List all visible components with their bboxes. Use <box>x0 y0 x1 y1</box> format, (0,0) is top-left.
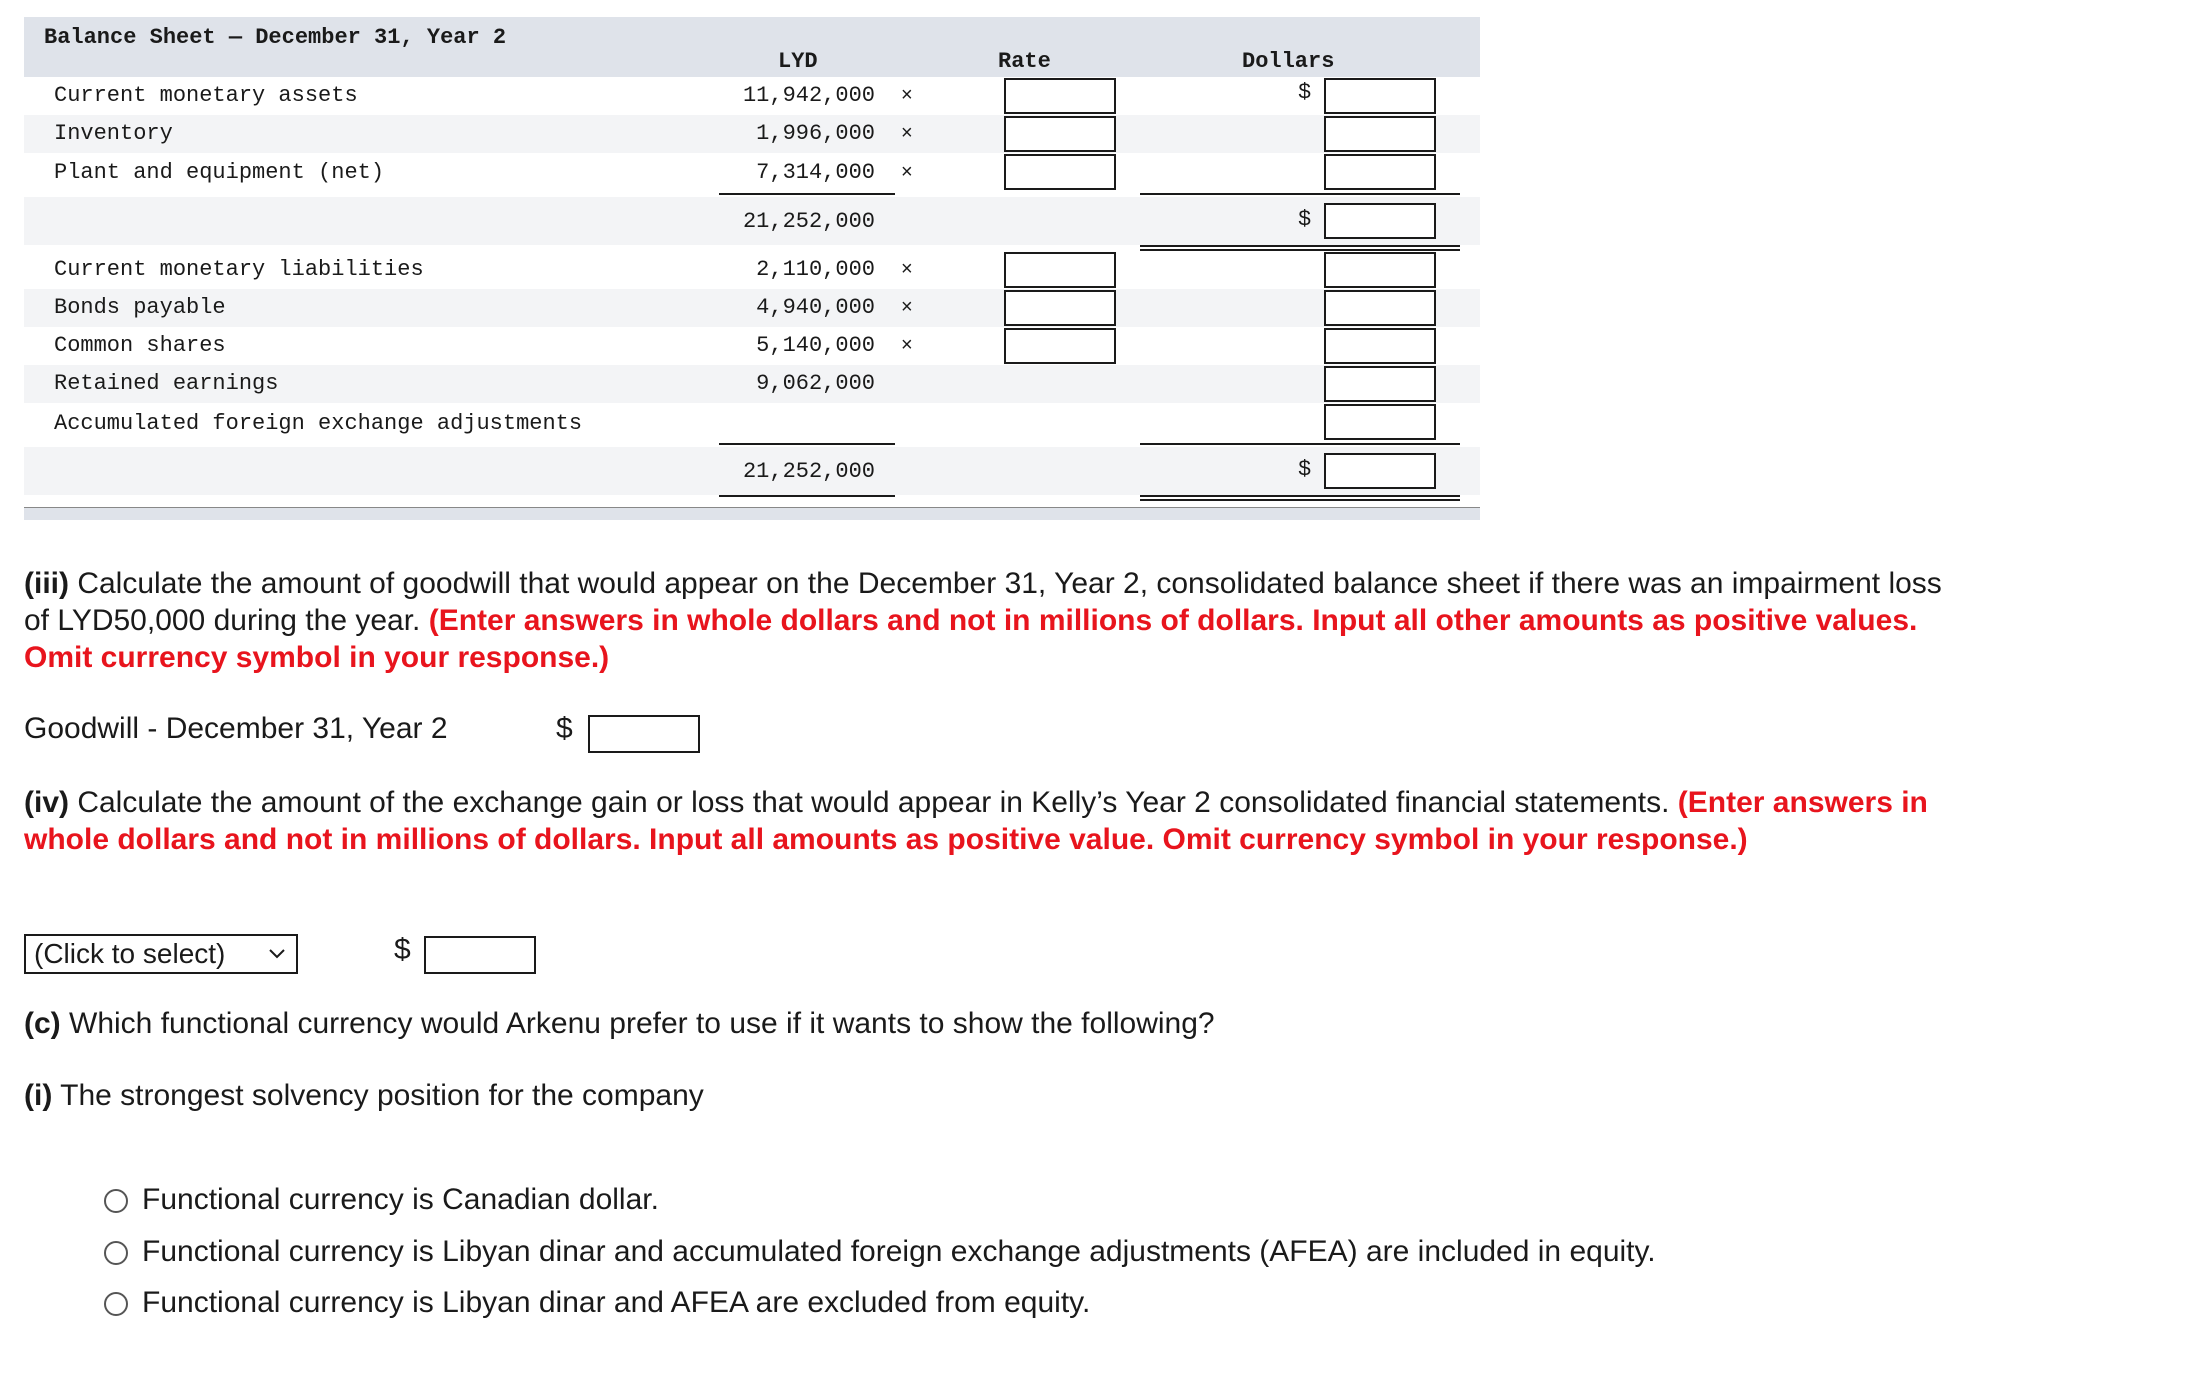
rate-input[interactable] <box>1004 154 1116 190</box>
table-title: Balance Sheet — December 31, Year 2 <box>44 25 507 50</box>
total-liabilities-equity-lyd: 21,252,000 <box>742 459 875 484</box>
times-sign: × <box>901 84 913 106</box>
subtotal-underline <box>1140 193 1460 195</box>
dollars-input[interactable] <box>1324 290 1436 326</box>
dollars-input[interactable] <box>1324 116 1436 152</box>
rate-input[interactable] <box>1004 328 1116 364</box>
question-iv <box>24 784 1974 858</box>
total-underline <box>719 495 895 497</box>
table-row-total <box>24 447 1480 495</box>
dollars-input[interactable] <box>1324 154 1436 190</box>
total-assets-lyd: 21,252,000 <box>742 209 875 234</box>
row-lyd-value: 9,062,000 <box>756 371 875 396</box>
question-iii-prefix: (iii) <box>24 567 69 600</box>
times-sign: × <box>901 258 913 280</box>
row-lyd-value: 1,996,000 <box>756 121 875 146</box>
question-iii <box>24 565 1974 676</box>
chevron-down-icon <box>268 940 286 976</box>
row-label: Common shares <box>54 333 226 358</box>
times-sign: × <box>901 122 913 144</box>
dollars-input[interactable] <box>1324 252 1436 288</box>
question-iii-text: Calculate the amount of goodwill that would appear on the December 31, Year 2, consolidated balance sheet if there was an impairment loss of LYD50,000 during the year. <box>24 567 1942 637</box>
column-header-rate: Rate <box>998 49 1051 74</box>
row-lyd-value: 7,314,000 <box>756 160 875 185</box>
dollars-input[interactable] <box>1324 404 1436 440</box>
gain-loss-select-value: (Click to select) <box>34 938 226 969</box>
table-bottom-bar <box>24 507 1480 520</box>
times-sign: × <box>901 334 913 356</box>
subtotal-underline <box>719 193 895 195</box>
dollars-input[interactable] <box>1324 78 1436 114</box>
row-label: Accumulated foreign exchange adjustments <box>54 411 583 436</box>
table-row <box>24 115 1480 153</box>
rate-input[interactable] <box>1004 290 1116 326</box>
gain-loss-select[interactable] <box>24 934 298 974</box>
dollar-sign: $ <box>1298 80 1312 105</box>
question-c <box>24 1005 1974 1042</box>
rate-input[interactable] <box>1004 116 1116 152</box>
table-row <box>24 153 1480 193</box>
row-label: Plant and equipment (net) <box>54 160 385 185</box>
table-row <box>24 403 1480 443</box>
row-lyd-value: 5,140,000 <box>756 333 875 358</box>
question-i-prefix: (i) <box>24 1079 53 1112</box>
table-row <box>24 365 1480 403</box>
dollars-input[interactable] <box>1324 366 1436 402</box>
table-row <box>24 251 1480 289</box>
question-i-text: The strongest solvency position for the company <box>52 1079 704 1112</box>
row-label: Current monetary assets <box>54 83 358 108</box>
row-label: Current monetary liabilities <box>54 257 424 282</box>
radio-button[interactable] <box>104 1292 128 1316</box>
dollar-sign: $ <box>1298 457 1312 482</box>
question-iii-instruction: (Enter answers in whole dollars and not in millions of dollars. Input all other amounts as positive values. Omit currency symbol in your response.) <box>24 604 1918 674</box>
radio-button[interactable] <box>104 1189 128 1213</box>
goodwill-dollar-sign: $ <box>556 712 573 745</box>
radio-label: Functional currency is Libyan dinar and accumulated foreign exchange adjustments (AFEA) are included in equity. <box>142 1235 1656 1268</box>
balance-sheet-table <box>24 17 1480 519</box>
radio-label: Functional currency is Libyan dinar and AFEA are excluded from equity. <box>142 1286 1091 1319</box>
times-sign: × <box>901 296 913 318</box>
question-i <box>24 1077 1974 1114</box>
rate-input[interactable] <box>1004 78 1116 114</box>
times-sign: × <box>901 161 913 183</box>
gain-loss-input[interactable] <box>424 936 536 974</box>
gain-loss-dollar-sign: $ <box>394 933 411 966</box>
radio-button[interactable] <box>104 1241 128 1265</box>
rate-input[interactable] <box>1004 252 1116 288</box>
table-row <box>24 327 1480 365</box>
goodwill-label: Goodwill - December 31, Year 2 <box>24 712 448 745</box>
row-lyd-value: 11,942,000 <box>742 83 875 108</box>
table-row <box>24 77 1480 115</box>
subtotal-underline <box>719 443 895 445</box>
dollars-input[interactable] <box>1324 328 1436 364</box>
question-iv-prefix: (iv) <box>24 786 69 819</box>
row-label: Inventory <box>54 121 173 146</box>
goodwill-input[interactable] <box>588 715 700 753</box>
table-row-total <box>24 197 1480 245</box>
dollar-sign: $ <box>1298 207 1312 232</box>
row-label: Bonds payable <box>54 295 226 320</box>
total-assets-dollars-input[interactable] <box>1324 203 1436 239</box>
total-double-underline <box>1140 495 1460 501</box>
radio-label: Functional currency is Canadian dollar. <box>142 1183 659 1216</box>
row-lyd-value: 4,940,000 <box>756 295 875 320</box>
question-iv-instruction: (Enter answers in whole dollars and not in millions of dollars. Input all amounts as positive value. Omit currency symbol in your response.) <box>24 786 1928 856</box>
column-header-lyd: LYD <box>778 49 818 74</box>
table-row <box>24 289 1480 327</box>
question-c-prefix: (c) <box>24 1007 61 1040</box>
row-label: Retained earnings <box>54 371 279 396</box>
subtotal-underline <box>1140 443 1460 445</box>
row-lyd-value: 2,110,000 <box>756 257 875 282</box>
column-header-dollars: Dollars <box>1242 49 1335 74</box>
question-c-text: Which functional currency would Arkenu prefer to use if it wants to show the following? <box>60 1007 1215 1040</box>
question-iv-text: Calculate the amount of the exchange gain or loss that would appear in Kelly’s Year 2 consolidated financial statements. <box>69 786 1678 819</box>
total-liabilities-dollars-input[interactable] <box>1324 453 1436 489</box>
